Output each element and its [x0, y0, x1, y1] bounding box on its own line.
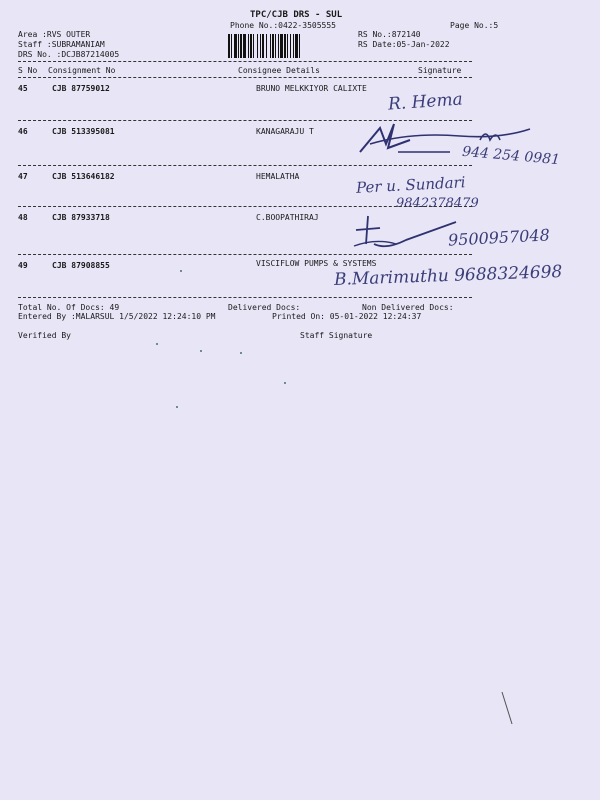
document-title: TPC/CJB DRS - SUL	[250, 10, 343, 20]
entered-by: Entered By :MALARSUL 1/5/2022 12:24:10 PM	[18, 312, 216, 321]
non-delivered-docs: Non Delivered Docs:	[362, 303, 454, 312]
handwritten-phone: 9842378479	[396, 196, 479, 211]
handwritten-signature: Per u. Sundari	[355, 173, 466, 197]
barcode	[228, 34, 350, 58]
drs-number: DRS No. :DCJB87214005	[18, 50, 120, 59]
row-sno: 47	[18, 172, 28, 181]
staff-label: Staff :SUBRAMANIAM	[18, 40, 105, 49]
divider	[18, 206, 472, 207]
staff-signature: Staff Signature	[300, 331, 373, 340]
delivered-docs: Delivered Docs:	[228, 303, 301, 312]
row-consignment: CJB 87933718	[52, 213, 110, 222]
handwritten-signature: R. Hema	[387, 89, 464, 115]
scan-speck	[180, 270, 182, 272]
column-header-sno: S No	[18, 66, 38, 75]
phone-number: Phone No.:0422-3505555	[230, 21, 336, 30]
column-header-consignment: Consignment No	[48, 66, 116, 75]
total-docs: Total No. Of Docs: 49	[18, 303, 120, 312]
handwritten-phone: 9500957048	[447, 225, 551, 250]
handwritten-phone: 944 254 0981	[461, 143, 561, 169]
row-consignment: CJB 513395081	[52, 127, 115, 136]
row-sno: 46	[18, 127, 28, 136]
row-consignee: HEMALATHA	[256, 172, 300, 181]
row-consignment: CJB 87759012	[52, 84, 110, 93]
handwritten-signature: B.Marimuthu 9688324698	[333, 262, 563, 290]
divider	[18, 297, 472, 298]
row-consignment: CJB 87908855	[52, 261, 110, 270]
divider	[18, 254, 472, 255]
column-header-signature: Signature	[418, 66, 462, 75]
printed-on: Printed On: 05-01-2022 12:24:37	[272, 312, 422, 321]
page-number: Page No.:5	[450, 21, 499, 30]
scan-speck	[200, 350, 202, 352]
barcode-bar	[300, 34, 302, 58]
rs-date: RS Date:05-Jan-2022	[358, 40, 450, 49]
row-consignee: BRUNO MELKKIYOR CALIXTE	[256, 84, 367, 93]
scan-speck	[284, 382, 286, 384]
row-consignee: VISCIFLOW PUMPS & SYSTEMS	[256, 259, 377, 268]
scan-speck	[240, 352, 242, 354]
divider	[18, 77, 472, 78]
row-consignee: C.BOOPATHIRAJ	[256, 213, 319, 222]
row-sno: 48	[18, 213, 28, 222]
scan-speck	[176, 406, 178, 408]
divider	[18, 165, 472, 166]
row-consignment: CJB 513646182	[52, 172, 115, 181]
column-header-consignee: Consignee Details	[238, 66, 320, 75]
verified-by: Verified By	[18, 331, 71, 340]
row-consignee: KANAGARAJU T	[256, 127, 314, 136]
scan-mark	[498, 690, 518, 730]
scan-speck	[156, 343, 158, 345]
row-sno: 49	[18, 261, 28, 270]
rs-number: RS No.:872140	[358, 30, 421, 39]
row-sno: 45	[18, 84, 28, 93]
area-label: Area :RVS OUTER	[18, 30, 91, 39]
divider	[18, 61, 472, 62]
